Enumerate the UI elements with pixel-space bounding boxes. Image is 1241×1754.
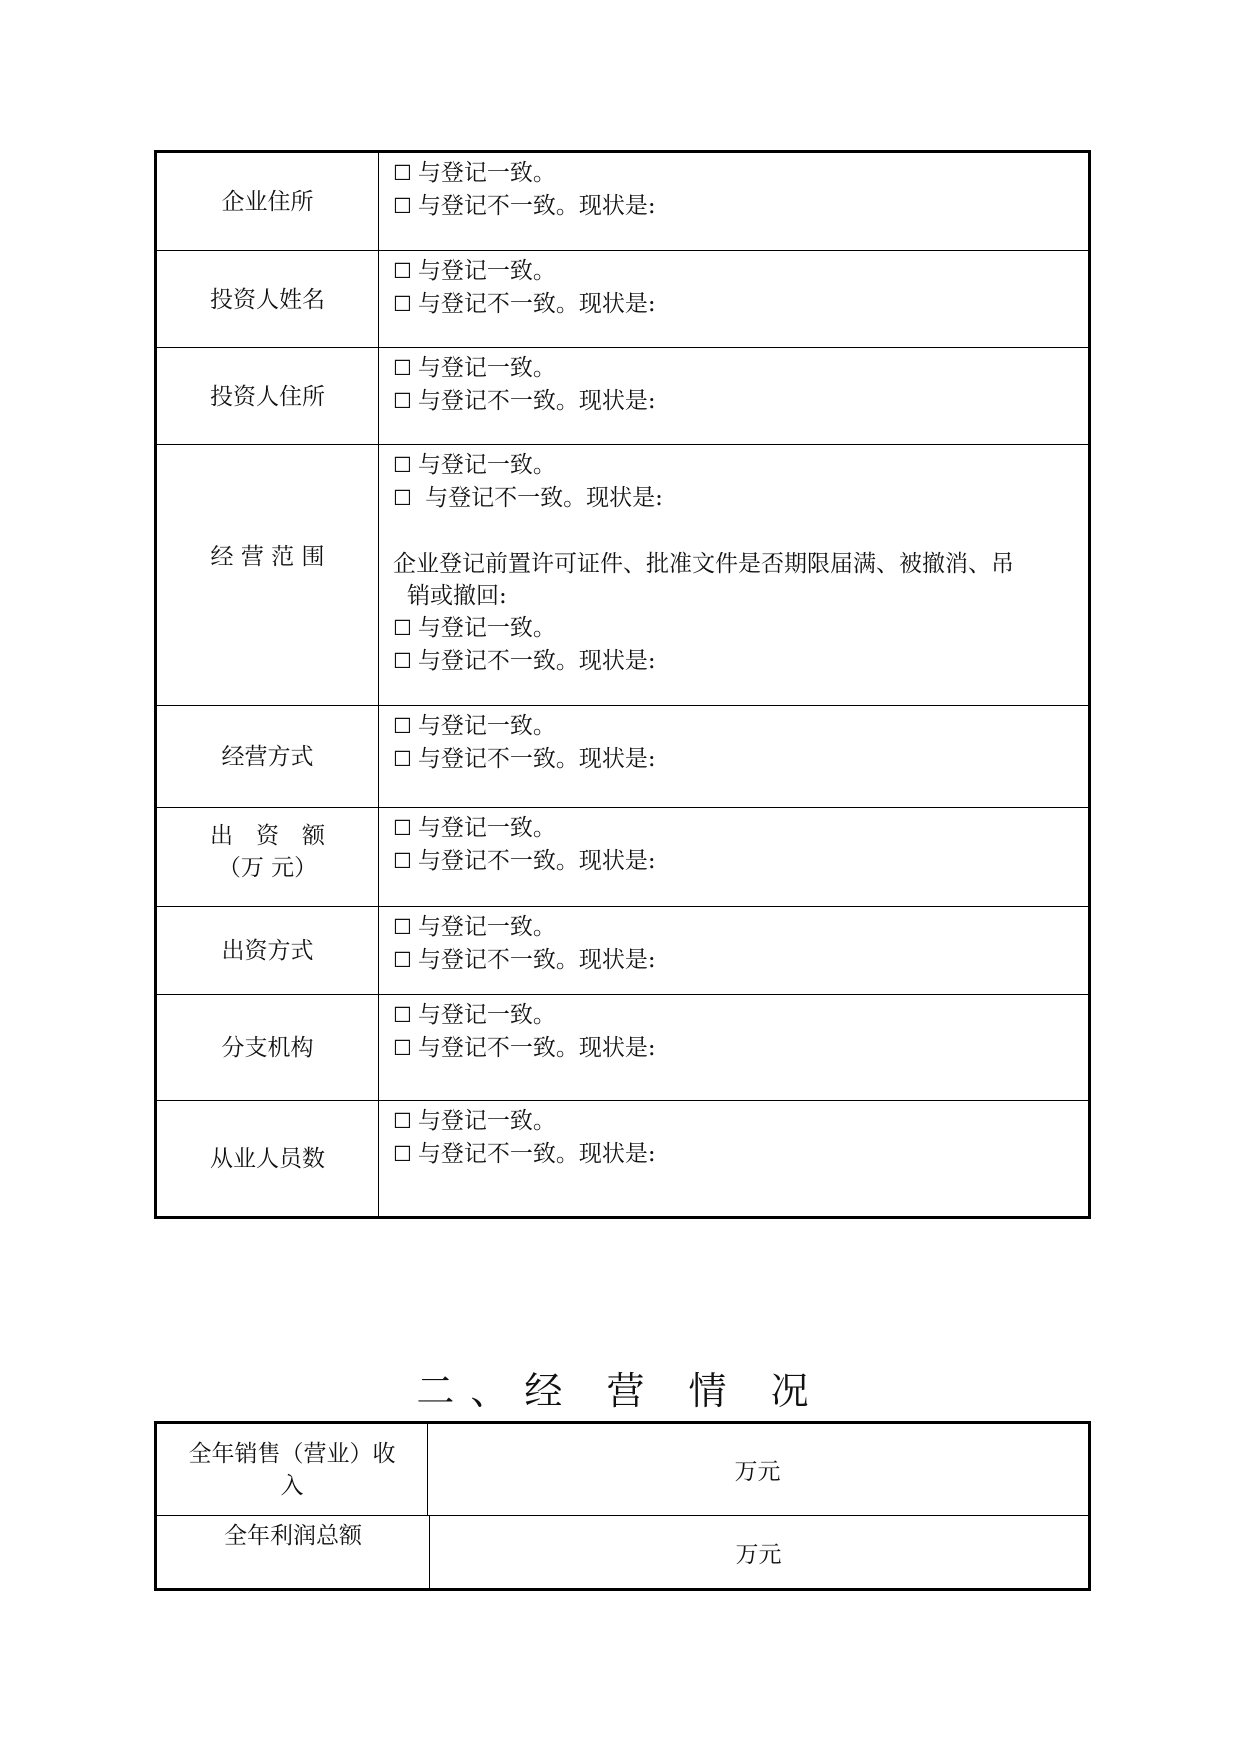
row-label: 从业人员数 — [210, 1146, 325, 1172]
column-divider — [378, 1101, 379, 1217]
option-inconsistent[interactable]: ☐ 与登记不一致。现状是: — [393, 947, 656, 973]
table-row-business-scope — [157, 444, 1088, 706]
option-consistent[interactable]: ☐ 与登记一致。 — [393, 258, 556, 284]
permit-question: 企业登记前置许可证件、批准文件是否期限届满、被撤消、吊 销或撤回: — [393, 551, 1014, 609]
row-label: 经 营 范 围 — [210, 544, 325, 570]
option-inconsistent[interactable]: ☐ 与登记不一致。现状是: — [393, 746, 656, 772]
option-inconsistent[interactable]: ☐ 与登记不一致。现状是: — [393, 291, 656, 317]
row-options — [393, 157, 1074, 223]
checkbox-icon[interactable]: ☐ — [393, 259, 412, 283]
row-label: 分支机构 — [221, 1035, 314, 1061]
row-options — [393, 999, 1074, 1065]
option-consistent[interactable]: ☐ 与登记一致。 — [393, 914, 556, 940]
row-options — [393, 352, 1074, 418]
checkbox-icon[interactable]: ☐ — [393, 1036, 412, 1060]
row-label: 全年销售（营业）收 入 — [188, 1441, 396, 1499]
column-divider — [378, 445, 379, 706]
column-divider — [378, 706, 379, 808]
checkbox-icon[interactable]: ☐ — [393, 915, 412, 939]
unit-label: 万元 — [735, 1542, 782, 1568]
checkbox-icon[interactable]: ☐ — [393, 616, 412, 640]
profit-value-cell[interactable] — [429, 1516, 1088, 1589]
option-consistent[interactable]: ☐ 与登记一致。 — [393, 1002, 556, 1028]
row-label: 出 资 额 （万 元） — [210, 823, 325, 881]
column-divider — [378, 348, 379, 445]
checkbox-icon[interactable]: ☐ — [393, 389, 412, 413]
row-options — [393, 1105, 1074, 1171]
registration-check-table — [154, 150, 1091, 1219]
table-row-capital-method — [157, 906, 1088, 995]
option-consistent[interactable]: ☐ 与登记一致。 — [393, 355, 556, 381]
checkbox-icon[interactable]: ☐ — [393, 849, 412, 873]
section-title-operations: 二、经 营 情 况 — [416, 1369, 825, 1413]
permit-option-inconsistent[interactable]: ☐ 与登记不一致。现状是: — [393, 648, 656, 674]
revenue-value-cell[interactable] — [427, 1424, 1088, 1515]
row-options — [393, 710, 1074, 776]
option-consistent[interactable]: ☐ 与登记一致。 — [393, 452, 556, 478]
option-consistent[interactable]: ☐ 与登记一致。 — [393, 815, 556, 841]
checkbox-icon[interactable]: ☐ — [393, 1109, 412, 1133]
table-row-branches — [157, 994, 1088, 1101]
column-divider — [378, 907, 379, 995]
row-label: 出资方式 — [221, 938, 314, 964]
row-options — [393, 812, 1074, 878]
table-row-enterprise-address — [157, 153, 1088, 250]
checkbox-icon[interactable]: ☐ — [393, 356, 412, 380]
checkbox-icon[interactable]: ☐ — [393, 714, 412, 738]
option-consistent[interactable]: ☐ 与登记一致。 — [393, 713, 556, 739]
checkbox-icon[interactable]: ☐ — [393, 1003, 412, 1027]
checkbox-icon[interactable]: ☐ — [393, 1142, 412, 1166]
table-row-annual-revenue — [157, 1424, 1088, 1515]
option-inconsistent[interactable]: ☐ 与登记不一致。现状是: — [393, 193, 656, 219]
table-row-investor-address — [157, 347, 1088, 445]
operations-table — [154, 1421, 1091, 1591]
option-consistent[interactable]: ☐ 与登记一致。 — [393, 1108, 556, 1134]
row-label: 投资人住所 — [210, 383, 325, 410]
checkbox-icon[interactable]: ☐ — [393, 747, 412, 771]
checkbox-icon[interactable]: ☐ — [393, 161, 412, 185]
table-row-investor-name — [157, 250, 1088, 348]
option-inconsistent[interactable]: ☐ 与登记不一致。现状是: — [393, 485, 663, 511]
row-label: 经营方式 — [221, 744, 314, 770]
checkbox-icon[interactable]: ☐ — [393, 816, 412, 840]
column-divider — [378, 251, 379, 348]
row-options — [393, 449, 1074, 678]
table-row-annual-profit — [157, 1515, 1088, 1589]
option-inconsistent[interactable]: ☐ 与登记不一致。现状是: — [393, 1035, 656, 1061]
table-row-capital-amount — [157, 807, 1088, 907]
checkbox-icon[interactable]: ☐ — [393, 292, 412, 316]
column-divider — [378, 808, 379, 907]
row-label: 全年利润总额 — [224, 1523, 362, 1549]
checkbox-icon[interactable]: ☐ — [393, 194, 412, 218]
option-inconsistent[interactable]: ☐ 与登记不一致。现状是: — [393, 1141, 656, 1167]
checkbox-icon[interactable]: ☐ — [393, 948, 412, 972]
table-row-employee-count — [157, 1100, 1088, 1217]
column-divider — [378, 995, 379, 1101]
checkbox-icon[interactable]: ☐ — [393, 453, 412, 477]
column-divider — [378, 153, 379, 250]
option-consistent[interactable]: ☐ 与登记一致。 — [393, 160, 556, 186]
table-row-business-mode — [157, 705, 1088, 808]
row-label: 投资人姓名 — [210, 286, 325, 313]
row-label: 企业住所 — [221, 188, 314, 215]
checkbox-icon[interactable]: ☐ — [393, 486, 412, 510]
row-options — [393, 911, 1074, 977]
option-inconsistent[interactable]: ☐ 与登记不一致。现状是: — [393, 848, 656, 874]
checkbox-icon[interactable]: ☐ — [393, 649, 412, 673]
unit-label: 万元 — [734, 1459, 781, 1485]
permit-option-consistent[interactable]: ☐ 与登记一致。 — [393, 615, 556, 641]
option-inconsistent[interactable]: ☐ 与登记不一致。现状是: — [393, 388, 656, 414]
row-options — [393, 255, 1074, 321]
